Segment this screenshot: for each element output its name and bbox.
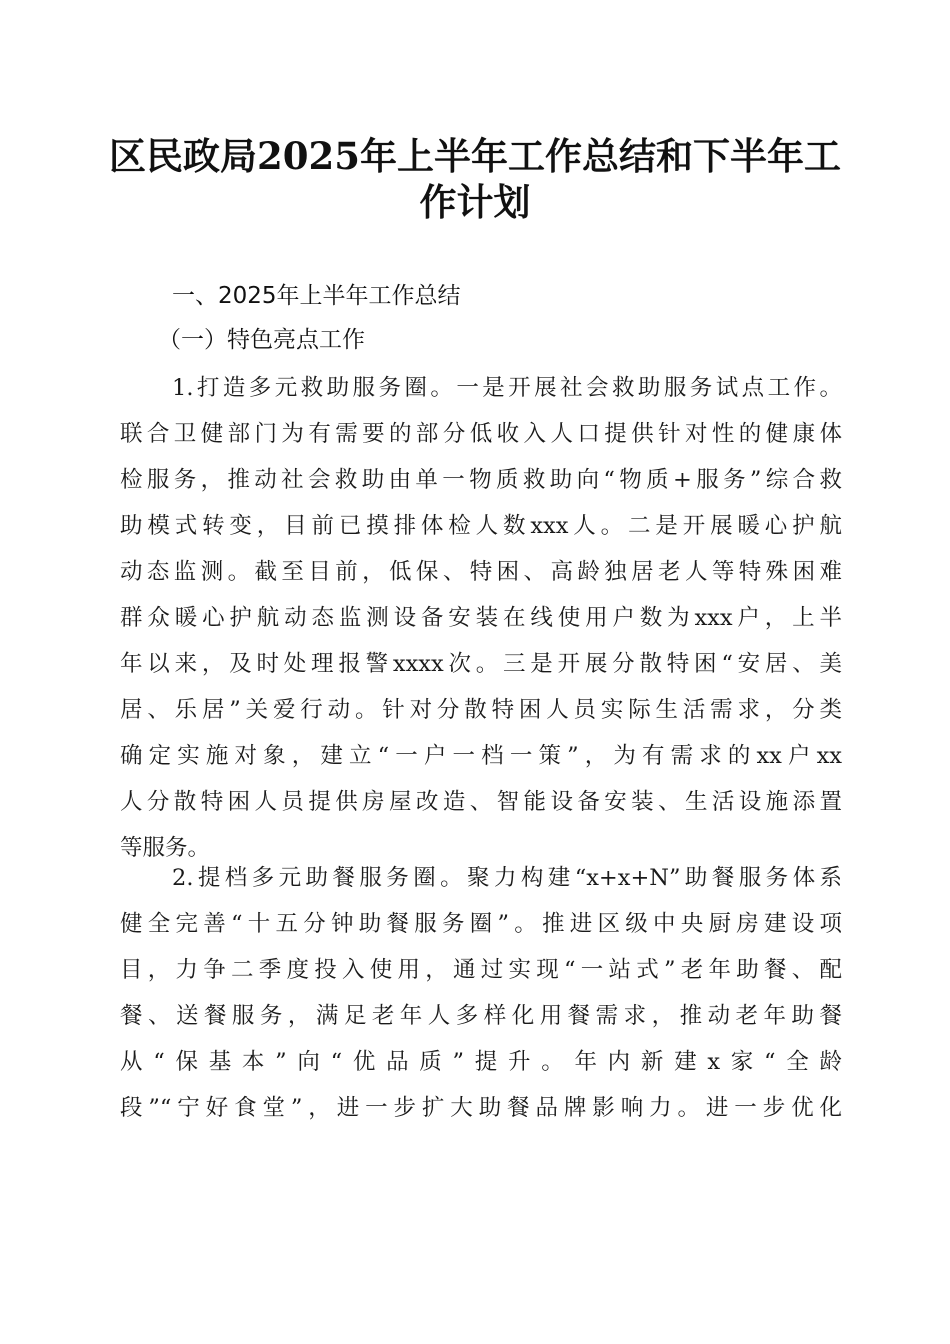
subsection-heading: （一）特色亮点工作 bbox=[158, 327, 365, 353]
paragraph-2-line: 健全完善“十五分钟助餐服务圈”。推进区级中央厨房建设项 bbox=[120, 911, 842, 937]
paragraph-2-line: 目，力争二季度投入使用，通过实现“一站式”老年助餐、配 bbox=[120, 957, 842, 983]
paragraph-1-line: 居、乐居”关爱行动。针对分散特困人员实际生活需求，分类 bbox=[120, 697, 842, 723]
paragraph-1-line: 等服务。 bbox=[120, 835, 211, 861]
document-title bbox=[100, 133, 850, 225]
paragraph-1-line: 1.打造多元救助服务圈。一是开展社会救助服务试点工作。 bbox=[172, 375, 842, 401]
paragraph-1-line: 动态监测。截至目前，低保、特困、高龄独居老人等特殊困难 bbox=[120, 559, 842, 585]
paragraph-1-line: 联合卫健部门为有需要的部分低收入人口提供针对性的健康体 bbox=[120, 421, 842, 447]
paragraph-2-line: 餐、送餐服务，满足老年人多样化用餐需求，推动老年助餐 bbox=[120, 1003, 842, 1029]
section-heading: 一、2025年上半年工作总结 bbox=[172, 283, 461, 309]
paragraph-1-line: 年以来，及时处理报警xxxx次。三是开展分散特困“安居、美 bbox=[120, 651, 842, 677]
paragraph-1 bbox=[120, 365, 842, 871]
paragraph-1-line: 检服务，推动社会救助由单一物质救助向“物质+服务”综合救 bbox=[120, 467, 842, 493]
paragraph-1-line: 助模式转变，目前已摸排体检人数xxx人。二是开展暖心护航 bbox=[120, 513, 842, 539]
paragraph-1-line: 群众暖心护航动态监测设备安装在线使用户数为xxx户，上半 bbox=[120, 605, 842, 631]
paragraph-1-line: 人分散特困人员提供房屋改造、智能设备安装、生活设施添置 bbox=[120, 789, 842, 815]
paragraph-2-line: 段”“宁好食堂”，进一步扩大助餐品牌影响力。进一步优化 bbox=[120, 1095, 842, 1121]
paragraph-2-line: 2.提档多元助餐服务圈。聚力构建“x+x+N”助餐服务体系 bbox=[172, 865, 842, 891]
title-line-1: 区民政局2025年上半年工作总结和下半年工 bbox=[109, 134, 841, 178]
paragraph-2 bbox=[120, 855, 842, 1131]
paragraph-1-line: 确定实施对象，建立“一户一档一策”，为有需求的xx户xx bbox=[120, 743, 842, 769]
title-line-2: 作计划 bbox=[419, 180, 531, 224]
paragraph-2-line: 从“保基本”向“优品质”提升。年内新建x家“全龄 bbox=[120, 1049, 842, 1075]
